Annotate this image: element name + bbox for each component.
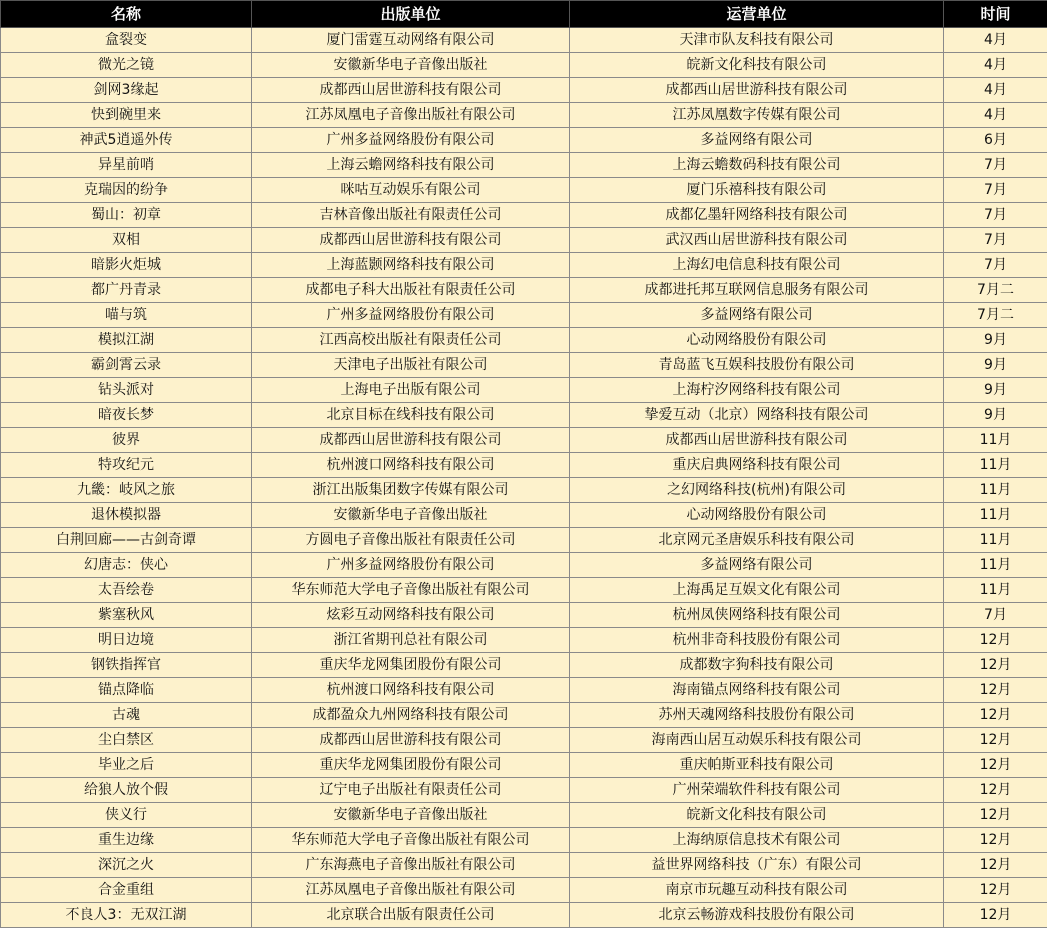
cell-time[interactable]: 7月 [944, 228, 1047, 253]
cell-time[interactable]: 11月 [944, 528, 1047, 553]
cell-name[interactable]: 合金重组 [1, 878, 252, 903]
cell-time[interactable]: 7月 [944, 253, 1047, 278]
cell-time[interactable]: 12月 [944, 903, 1047, 928]
cell-operator[interactable]: 重庆帕斯亚科技有限公司 [570, 753, 944, 778]
cell-time[interactable]: 12月 [944, 728, 1047, 753]
cell-time[interactable]: 11月 [944, 553, 1047, 578]
cell-time[interactable]: 4月 [944, 53, 1047, 78]
cell-operator[interactable]: 苏州天魂网络科技股份有限公司 [570, 703, 944, 728]
cell-time[interactable]: 7月二 [944, 278, 1047, 303]
cell-time[interactable]: 11月 [944, 478, 1047, 503]
header-name[interactable]: 名称 [1, 1, 252, 28]
cell-operator[interactable]: 心动网络股份有限公司 [570, 328, 944, 353]
cell-time[interactable]: 9月 [944, 328, 1047, 353]
cell-time[interactable]: 7月二 [944, 303, 1047, 328]
table-row [1, 128, 1047, 153]
table-row [1, 28, 1047, 53]
cell-operator[interactable]: 之幻网络科技(杭州)有限公司 [570, 478, 944, 503]
table-row [1, 153, 1047, 178]
cell-time[interactable]: 9月 [944, 403, 1047, 428]
cell-operator[interactable]: 海南西山居互动娱乐科技有限公司 [570, 728, 944, 753]
table-row [1, 478, 1047, 503]
cell-publisher[interactable]: 炫彩互动网络科技有限公司 [252, 603, 570, 628]
cell-operator[interactable]: 杭州非奇科技股份有限公司 [570, 628, 944, 653]
cell-publisher[interactable]: 江西高校出版社有限责任公司 [252, 328, 570, 353]
cell-publisher[interactable]: 江苏凤凰电子音像出版社有限公司 [252, 103, 570, 128]
cell-publisher[interactable]: 浙江出版集团数字传媒有限公司 [252, 478, 570, 503]
cell-publisher[interactable]: 杭州渡口网络科技有限公司 [252, 678, 570, 703]
cell-name[interactable]: 克瑞因的纷争 [1, 178, 252, 203]
cell-operator[interactable]: 成都西山居世游科技有限公司 [570, 78, 944, 103]
table-row [1, 228, 1047, 253]
cell-operator[interactable]: 上海禹足互娱文化有限公司 [570, 578, 944, 603]
table-row [1, 428, 1047, 453]
cell-time[interactable]: 12月 [944, 628, 1047, 653]
cell-time[interactable]: 9月 [944, 353, 1047, 378]
cell-name[interactable]: 双相 [1, 228, 252, 253]
cell-name[interactable]: 深沉之火 [1, 853, 252, 878]
table-row [1, 778, 1047, 803]
cell-publisher[interactable]: 安徽新华电子音像出版社 [252, 803, 570, 828]
header-operator[interactable]: 运营单位 [570, 1, 944, 28]
cell-publisher[interactable]: 辽宁电子出版社有限责任公司 [252, 778, 570, 803]
cell-operator[interactable]: 多益网络有限公司 [570, 553, 944, 578]
cell-publisher[interactable]: 华东师范大学电子音像出版社有限公司 [252, 828, 570, 853]
cell-name[interactable]: 古魂 [1, 703, 252, 728]
table-row [1, 578, 1047, 603]
cell-publisher[interactable]: 北京联合出版有限责任公司 [252, 903, 570, 928]
cell-operator[interactable]: 皖新文化科技有限公司 [570, 803, 944, 828]
cell-time[interactable]: 12月 [944, 853, 1047, 878]
header-publisher[interactable]: 出版单位 [252, 1, 570, 28]
cell-time[interactable]: 4月 [944, 78, 1047, 103]
cell-operator[interactable]: 海南锚点网络科技有限公司 [570, 678, 944, 703]
cell-name[interactable]: 给狼人放个假 [1, 778, 252, 803]
table-row [1, 678, 1047, 703]
table-row [1, 753, 1047, 778]
cell-operator[interactable]: 南京市玩趣互动科技有限公司 [570, 878, 944, 903]
table-row [1, 178, 1047, 203]
cell-publisher[interactable]: 广州多益网络股份有限公司 [252, 128, 570, 153]
cell-name[interactable]: 钢铁指挥官 [1, 653, 252, 678]
cell-name[interactable]: 太吾绘卷 [1, 578, 252, 603]
cell-name[interactable]: 白荆回廊——古剑奇谭 [1, 528, 252, 553]
table-header [1, 1, 1047, 28]
cell-publisher[interactable]: 天津电子出版社有限公司 [252, 353, 570, 378]
cell-operator[interactable]: 武汉西山居世游科技有限公司 [570, 228, 944, 253]
cell-time[interactable]: 11月 [944, 428, 1047, 453]
cell-operator[interactable]: 北京云畅游戏科技股份有限公司 [570, 903, 944, 928]
table-row [1, 328, 1047, 353]
cell-name[interactable]: 剑网3缘起 [1, 78, 252, 103]
cell-name[interactable]: 侠义行 [1, 803, 252, 828]
cell-publisher[interactable]: 咪咕互动娱乐有限公司 [252, 178, 570, 203]
cell-time[interactable]: 7月 [944, 603, 1047, 628]
cell-publisher[interactable]: 上海云蟾网络科技有限公司 [252, 153, 570, 178]
cell-publisher[interactable]: 成都西山居世游科技有限公司 [252, 728, 570, 753]
cell-name[interactable]: 异星前哨 [1, 153, 252, 178]
cell-operator[interactable]: 成都数字狗科技有限公司 [570, 653, 944, 678]
cell-name[interactable]: 毕业之后 [1, 753, 252, 778]
cell-time[interactable]: 12月 [944, 778, 1047, 803]
cell-name[interactable]: 暗影火炬城 [1, 253, 252, 278]
cell-time[interactable]: 12月 [944, 753, 1047, 778]
cell-name[interactable]: 都广丹青录 [1, 278, 252, 303]
cell-operator[interactable]: 广州荣端软件科技有限公司 [570, 778, 944, 803]
cell-publisher[interactable]: 成都电子科大出版社有限责任公司 [252, 278, 570, 303]
cell-publisher[interactable]: 华东师范大学电子音像出版社有限公司 [252, 578, 570, 603]
cell-time[interactable]: 11月 [944, 503, 1047, 528]
cell-publisher[interactable]: 广州多益网络股份有限公司 [252, 303, 570, 328]
cell-publisher[interactable]: 成都西山居世游科技有限公司 [252, 428, 570, 453]
cell-publisher[interactable]: 重庆华龙网集团股份有限公司 [252, 653, 570, 678]
cell-name[interactable]: 盒裂变 [1, 28, 252, 53]
table-row [1, 703, 1047, 728]
cell-name[interactable]: 不良人3：无双江湖 [1, 903, 252, 928]
cell-publisher[interactable]: 上海电子出版有限公司 [252, 378, 570, 403]
cell-operator[interactable]: 天津市队友科技有限公司 [570, 28, 944, 53]
cell-publisher[interactable]: 江苏凤凰电子音像出版社有限公司 [252, 878, 570, 903]
cell-operator[interactable]: 成都亿墨轩网络科技有限公司 [570, 203, 944, 228]
cell-operator[interactable]: 上海纳原信息技术有限公司 [570, 828, 944, 853]
table-row [1, 628, 1047, 653]
table-row [1, 603, 1047, 628]
cell-operator[interactable]: 多益网络有限公司 [570, 303, 944, 328]
cell-operator[interactable]: 心动网络股份有限公司 [570, 503, 944, 528]
cell-time[interactable]: 9月 [944, 378, 1047, 403]
cell-operator[interactable]: 杭州凤侠网络科技有限公司 [570, 603, 944, 628]
cell-publisher[interactable]: 浙江省期刊总社有限公司 [252, 628, 570, 653]
cell-publisher[interactable]: 成都盈众九州网络科技有限公司 [252, 703, 570, 728]
cell-operator[interactable]: 皖新文化科技有限公司 [570, 53, 944, 78]
cell-time[interactable]: 6月 [944, 128, 1047, 153]
table-row [1, 553, 1047, 578]
cell-name[interactable]: 特攻纪元 [1, 453, 252, 478]
cell-time[interactable]: 11月 [944, 453, 1047, 478]
table-row [1, 878, 1047, 903]
cell-name[interactable]: 快到碗里来 [1, 103, 252, 128]
cell-operator[interactable]: 北京网元圣唐娱乐科技有限公司 [570, 528, 944, 553]
cell-time[interactable]: 12月 [944, 828, 1047, 853]
cell-name[interactable]: 霸剑霄云录 [1, 353, 252, 378]
cell-operator[interactable]: 重庆启典网络科技有限公司 [570, 453, 944, 478]
cell-operator[interactable]: 上海幻电信息科技有限公司 [570, 253, 944, 278]
cell-publisher[interactable]: 安徽新华电子音像出版社 [252, 503, 570, 528]
cell-operator[interactable]: 上海云蟾数码科技有限公司 [570, 153, 944, 178]
cell-name[interactable]: 尘白禁区 [1, 728, 252, 753]
table-row [1, 803, 1047, 828]
cell-publisher[interactable]: 上海蓝颢网络科技有限公司 [252, 253, 570, 278]
table-row [1, 403, 1047, 428]
table-row [1, 453, 1047, 478]
cell-name[interactable]: 重生边缘 [1, 828, 252, 853]
table-row [1, 253, 1047, 278]
cell-publisher[interactable]: 安徽新华电子音像出版社 [252, 53, 570, 78]
cell-time[interactable]: 12月 [944, 878, 1047, 903]
cell-operator[interactable]: 挚爱互动（北京）网络科技有限公司 [570, 403, 944, 428]
cell-name[interactable]: 喵与筑 [1, 303, 252, 328]
cell-publisher[interactable]: 杭州渡口网络科技有限公司 [252, 453, 570, 478]
cell-operator[interactable]: 益世界网络科技（广东）有限公司 [570, 853, 944, 878]
cell-time[interactable]: 12月 [944, 678, 1047, 703]
cell-publisher[interactable]: 成都西山居世游科技有限公司 [252, 78, 570, 103]
cell-name[interactable]: 微光之镜 [1, 53, 252, 78]
cell-name[interactable]: 彼界 [1, 428, 252, 453]
cell-publisher[interactable]: 北京目标在线科技有限公司 [252, 403, 570, 428]
cell-operator[interactable]: 上海柠汐网络科技有限公司 [570, 378, 944, 403]
cell-name[interactable]: 退休模拟器 [1, 503, 252, 528]
header-time[interactable]: 时间 [944, 1, 1047, 28]
table-row [1, 53, 1047, 78]
cell-name[interactable]: 明日边境 [1, 628, 252, 653]
table-row [1, 728, 1047, 753]
cell-time[interactable]: 4月 [944, 103, 1047, 128]
cell-operator[interactable]: 江苏凤凰数字传媒有限公司 [570, 103, 944, 128]
cell-time[interactable]: 4月 [944, 28, 1047, 53]
table-row [1, 503, 1047, 528]
cell-publisher[interactable]: 方圆电子音像出版社有限责任公司 [252, 528, 570, 553]
table-row [1, 528, 1047, 553]
cell-time[interactable]: 12月 [944, 703, 1047, 728]
cell-time[interactable]: 11月 [944, 578, 1047, 603]
header-row [1, 1, 1047, 28]
cell-operator[interactable]: 成都西山居世游科技有限公司 [570, 428, 944, 453]
table-row [1, 278, 1047, 303]
table-row [1, 103, 1047, 128]
cell-publisher[interactable]: 成都西山居世游科技有限公司 [252, 228, 570, 253]
table-row [1, 203, 1047, 228]
cell-time[interactable]: 7月 [944, 153, 1047, 178]
cell-time[interactable]: 7月 [944, 203, 1047, 228]
table-body [1, 28, 1047, 928]
cell-publisher[interactable]: 广东海燕电子音像出版社有限公司 [252, 853, 570, 878]
cell-time[interactable]: 12月 [944, 653, 1047, 678]
table-row [1, 378, 1047, 403]
table-row [1, 303, 1047, 328]
cell-name[interactable]: 紫塞秋风 [1, 603, 252, 628]
cell-operator[interactable]: 成都进托邦互联网信息服务有限公司 [570, 278, 944, 303]
table-row [1, 78, 1047, 103]
cell-name[interactable]: 幻唐志：侠心 [1, 553, 252, 578]
table-row [1, 828, 1047, 853]
cell-publisher[interactable]: 广州多益网络股份有限公司 [252, 553, 570, 578]
table-row [1, 853, 1047, 878]
cell-name[interactable]: 钻头派对 [1, 378, 252, 403]
cell-name[interactable]: 锚点降临 [1, 678, 252, 703]
table-row [1, 353, 1047, 378]
cell-operator[interactable]: 厦门乐禧科技有限公司 [570, 178, 944, 203]
cell-publisher[interactable]: 重庆华龙网集团股份有限公司 [252, 753, 570, 778]
cell-name[interactable]: 蜀山：初章 [1, 203, 252, 228]
cell-name[interactable]: 模拟江湖 [1, 328, 252, 353]
table-row [1, 903, 1047, 928]
cell-time[interactable]: 12月 [944, 803, 1047, 828]
cell-name[interactable]: 神武5逍遥外传 [1, 128, 252, 153]
cell-name[interactable]: 暗夜长梦 [1, 403, 252, 428]
cell-publisher[interactable]: 厦门雷霆互动网络有限公司 [252, 28, 570, 53]
table-row [1, 653, 1047, 678]
cell-name[interactable]: 九畿：岐风之旅 [1, 478, 252, 503]
cell-operator[interactable]: 青岛蓝飞互娱科技股份有限公司 [570, 353, 944, 378]
cell-operator[interactable]: 多益网络有限公司 [570, 128, 944, 153]
cell-time[interactable]: 7月 [944, 178, 1047, 203]
cell-publisher[interactable]: 吉林音像出版社有限责任公司 [252, 203, 570, 228]
